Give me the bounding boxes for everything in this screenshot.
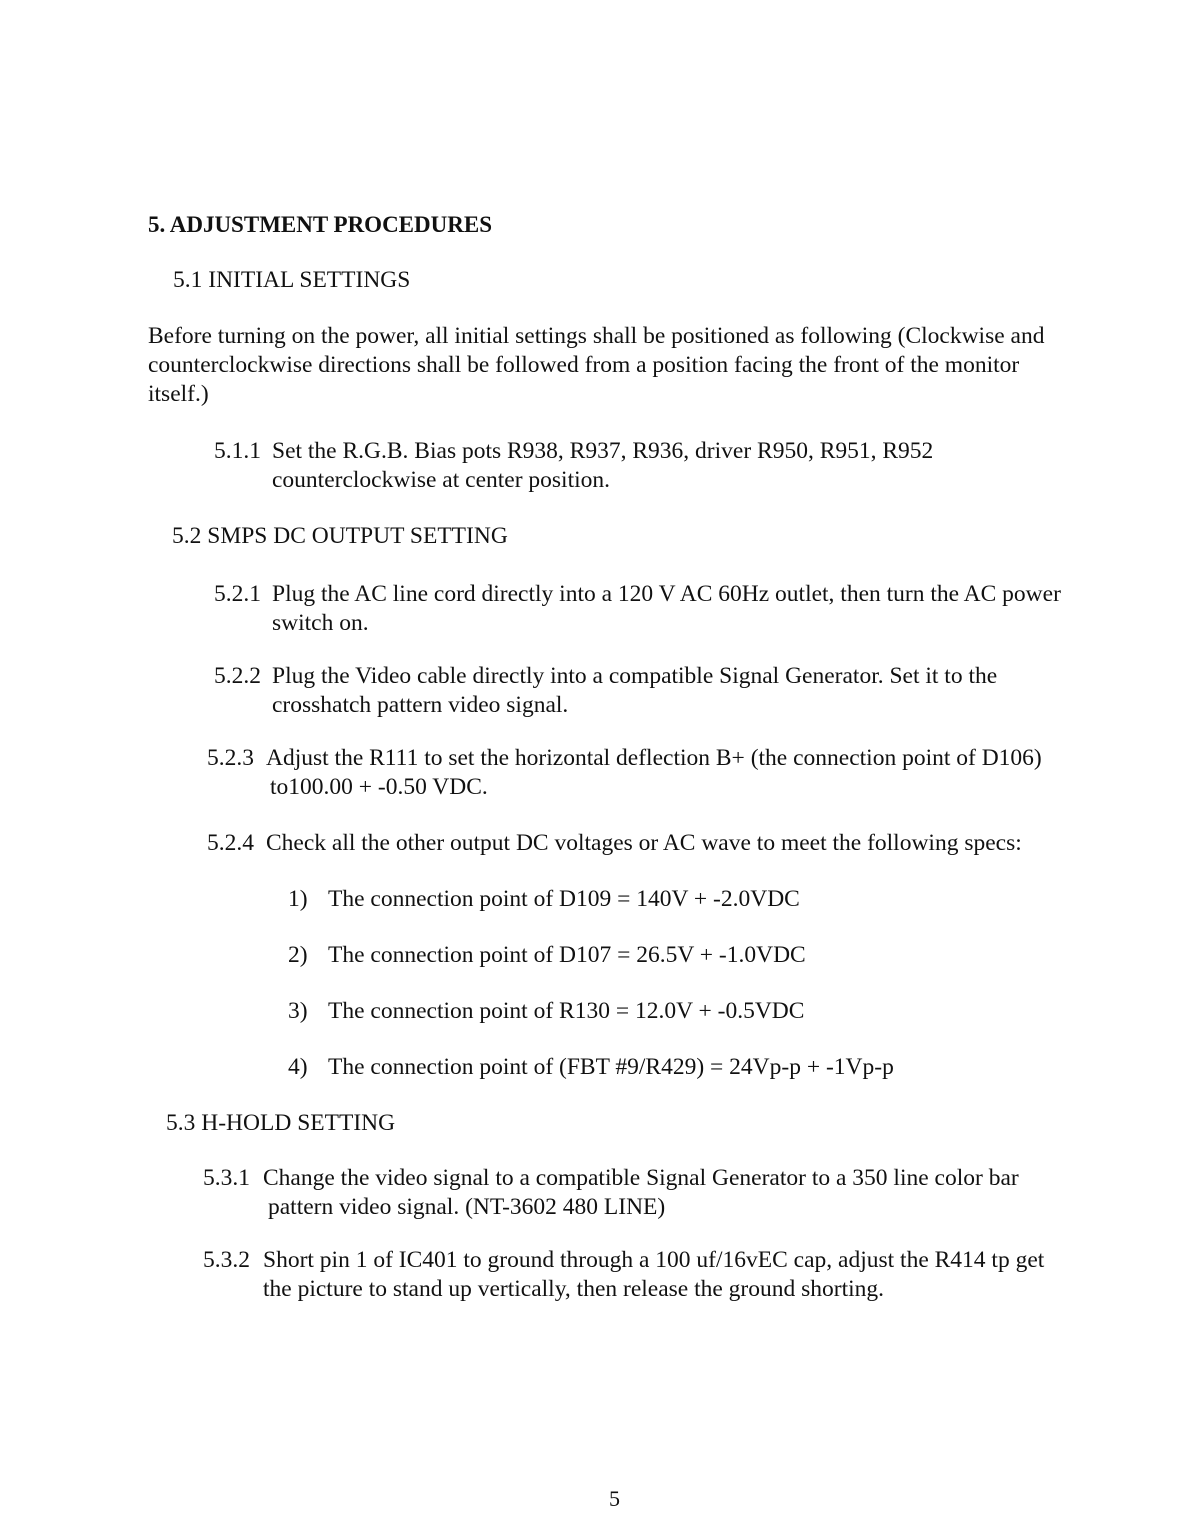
step-text: Plug the AC line cord directly into a 120 V AC 60Hz outlet, then turn the AC power [272, 581, 1061, 607]
page-number: 5 [609, 1486, 620, 1511]
spec-number: 4) [288, 1054, 308, 1080]
step-text: Check all the other output DC voltages or AC wave to meet the following specs: [266, 830, 1022, 856]
spec-number: 2) [288, 942, 308, 968]
step-text: the picture to stand up vertically, then release the ground shorting. [263, 1276, 885, 1302]
spec-text: The connection point of R130 = 12.0V + -0.5VDC [328, 998, 805, 1024]
intro-line: Before turning on the power, all initial settings shall be positioned as following (Clockwise and [148, 323, 1045, 349]
subsection-heading-5-2: 5.2 SMPS DC OUTPUT SETTING [172, 523, 508, 549]
spec-number: 3) [288, 998, 308, 1024]
step-text: Plug the Video cable directly into a compatible Signal Generator. Set it to the [272, 663, 998, 689]
step-number: 5.2.4 [207, 830, 254, 856]
step-number: 5.2.1 [214, 581, 261, 607]
step-text: switch on. [272, 610, 369, 636]
step-number: 5.3.2 [203, 1247, 250, 1273]
section-title: 5. ADJUSTMENT PROCEDURES [148, 212, 492, 237]
step-text: Change the video signal to a compatible Signal Generator to a 350 line color bar [263, 1165, 1019, 1191]
step-number: 5.2.3 [207, 745, 254, 771]
spec-text: The connection point of (FBT #9/R429) = 24Vp-p + -1Vp-p [328, 1054, 894, 1080]
step-number: 5.3.1 [203, 1165, 250, 1191]
step-number: 5.1.1 [214, 438, 261, 464]
subsection-heading-5-3: 5.3 H-HOLD SETTING [166, 1110, 396, 1136]
step-text: Short pin 1 of IC401 to ground through a 100 uf/16vEC cap, adjust the R414 tp get [263, 1247, 1045, 1273]
step-text: to100.00 + -0.50 VDC. [270, 774, 488, 800]
spec-number: 1) [288, 886, 308, 912]
step-text: Set the R.G.B. Bias pots R938, R937, R936, driver R950, R951, R952 [272, 438, 934, 464]
step-text: Adjust the R111 to set the horizontal deflection B+ (the connection point of D106) [266, 745, 1042, 771]
step-text: crosshatch pattern video signal. [272, 692, 569, 718]
step-text: counterclockwise at center position. [272, 467, 611, 493]
subsection-heading-5-1: 5.1 INITIAL SETTINGS [173, 267, 411, 293]
step-number: 5.2.2 [214, 663, 261, 689]
spec-text: The connection point of D109 = 140V + -2.0VDC [328, 886, 800, 912]
spec-text: The connection point of D107 = 26.5V + -1.0VDC [328, 942, 806, 968]
intro-line: counterclockwise directions shall be followed from a position facing the front of the monitor [148, 352, 1020, 378]
step-text: pattern video signal. (NT-3602 480 LINE) [268, 1194, 666, 1220]
intro-line: itself.) [148, 381, 209, 407]
